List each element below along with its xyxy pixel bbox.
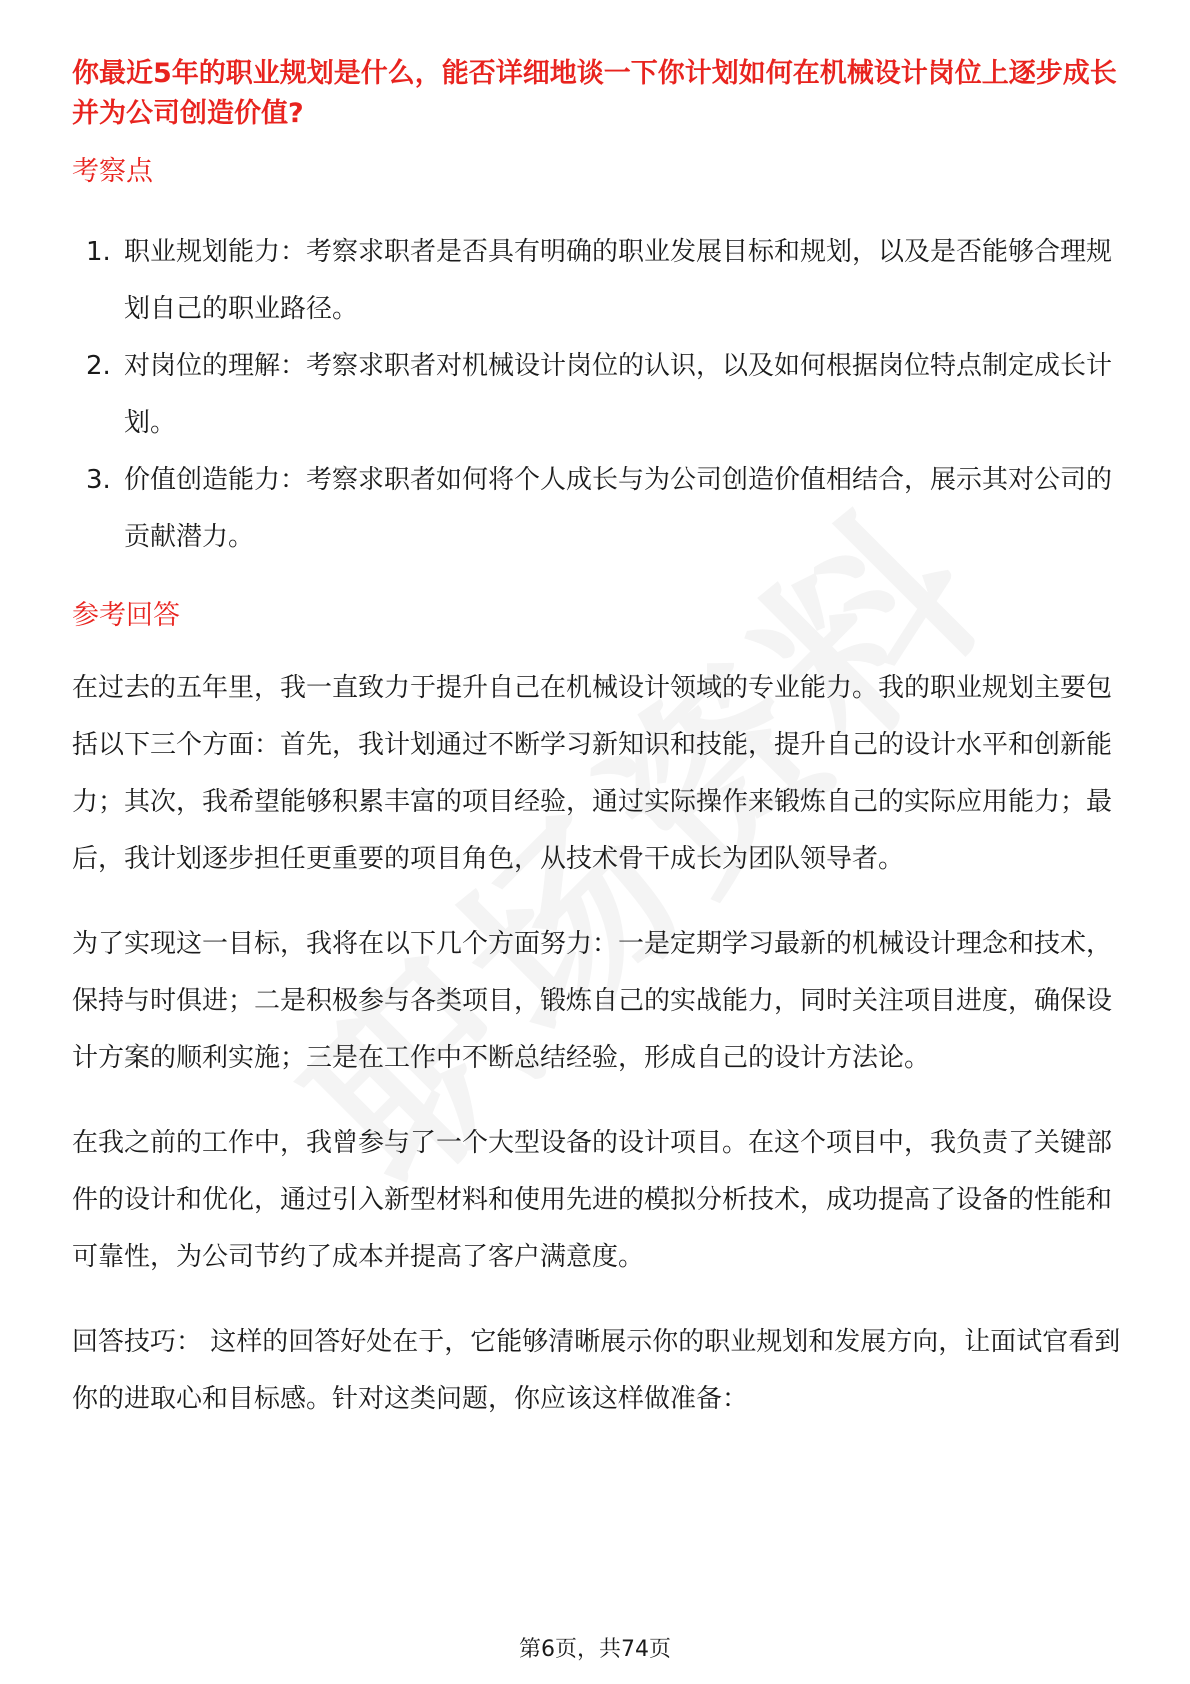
list-number: 2.: [86, 351, 111, 381]
document-page: [72, 54, 1122, 1428]
question-title: 你最近5年的职业规划是什么，能否详细地谈一下你计划如何在机械设计岗位上逐步成长并为公司创造价值?: [72, 58, 1117, 129]
answer-paragraph: 为了实现这一目标，我将在以下几个方面努力：一是定期学习最新的机械设计理念和技术，保持与时俱进；二是积极参与各类项目，锻炼自己的实战能力，同时关注项目进度，确保设计方案的顺利实施；三是在工作中不断总结经验，形成自己的设计方法论。: [72, 929, 1113, 1073]
tips-paragraph: 回答技巧： 这样的回答好处在于，它能够清晰展示你的职业规划和发展方向，让面试官看到你的进取心和目标感。针对这类问题，你应该这样做准备：: [72, 1327, 1121, 1414]
points-heading: 考察点: [72, 156, 153, 187]
list-number: 3.: [86, 465, 111, 495]
page-number: 第6页，共74页: [519, 1637, 671, 1662]
answer-paragraph: 在过去的五年里，我一直致力于提升自己在机械设计领域的专业能力。我的职业规划主要包括以下三个方面：首先，我计划通过不断学习新知识和技能，提升自己的设计水平和创新能力；其次，我希望能够积累丰富的项目经验，通过实际操作来锻炼自己的实际应用能力；最后，我计划逐步担任更重要的项目角色，从技术骨干成长为团队领导者。: [72, 673, 1113, 874]
list-text: 职业规划能力：考察求职者是否具有明确的职业发展目标和规划，以及是否能够合理规划自己的职业路径。: [124, 237, 1113, 324]
points-list: [72, 224, 1122, 566]
answer-heading: 参考回答: [72, 600, 180, 631]
list-number: 1.: [86, 237, 111, 267]
list-item: [72, 338, 1122, 452]
list-item: [72, 452, 1122, 566]
list-item: [72, 224, 1122, 338]
list-text: 价值创造能力：考察求职者如何将个人成长与为公司创造价值相结合，展示其对公司的贡献潜力。: [124, 465, 1113, 552]
answer-paragraph: 在我之前的工作中，我曾参与了一个大型设备的设计项目。在这个项目中，我负责了关键部件的设计和优化，通过引入新型材料和使用先进的模拟分析技术，成功提高了设备的性能和可靠性，为公司节约了成本并提高了客户满意度。: [72, 1128, 1113, 1272]
list-text: 对岗位的理解：考察求职者对机械设计岗位的认识，以及如何根据岗位特点制定成长计划。: [124, 351, 1113, 438]
